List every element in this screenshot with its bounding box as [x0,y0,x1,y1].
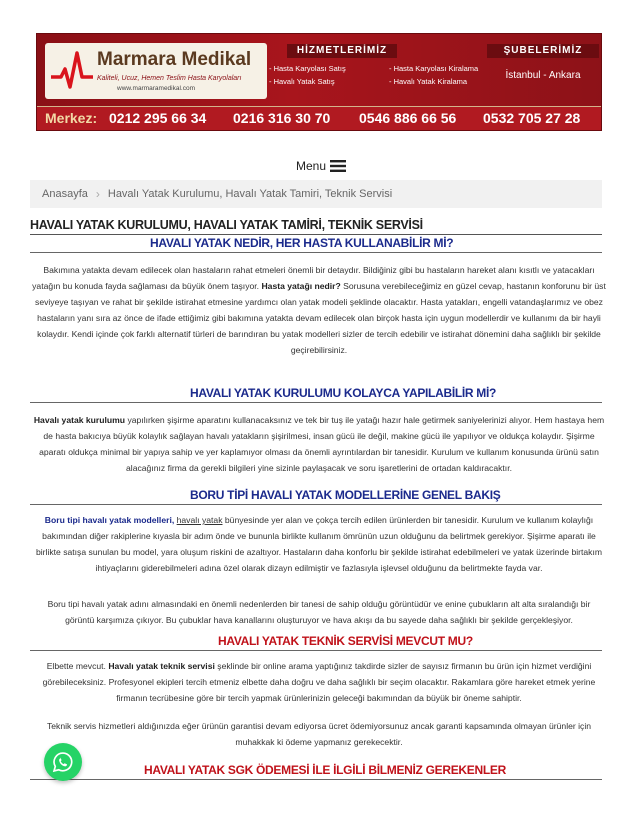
section-heading: BORU TİPİ HAVALI YATAK MODELLERİNE GENEL BAKIŞ [190,488,501,502]
menu-label: Menu [296,159,327,173]
section-paragraph [32,658,606,706]
services-title: HİZMETLERİMİZ [287,44,397,58]
heartbeat-logo-icon [49,47,95,95]
havali-yatak-link[interactable]: havalı yatak [176,515,223,525]
page-title: HAVALI YATAK KURULUMU, HAVALI YATAK TAMİRİ, TEKNİK SERVİSİ [30,218,423,232]
paragraph-text: Sorusuna verebileceğimiz en güzel cevap, hastanın konforunu bir üst seviyeye taşıyan ve rahat bir şekilde istirahat etmesine yardımcı olan yatak modeli şeklinde olacaktır. Hasta yatakları, engelli vatandaşlarımız ve obez hastaların yanı sıra az önce de ifade ettiğimiz gibi bakımına yatakta devam edilecek olan birçok hasta için uygun modellerdir ve kullanımı da bir hayli kolaydır. Kendi içinde çok farklı alternatif türleri de barındıran bu yatak modelleri sizler de tercih edebilir ve istirahat dönemini daha sağlıklı bir şekilde geçirebilirsiniz. [35,281,606,355]
whatsapp-button[interactable] [44,743,82,781]
phone-number[interactable]: 0216 316 30 70 [233,110,331,126]
branches-title: ŞUBELERİMİZ [487,44,599,58]
paragraph-bold: Boru tipi havalı yatak modelleri, [44,515,175,525]
heading-divider [30,650,602,651]
branches-cities: İstanbul - Ankara [505,70,581,81]
paragraph-text: yapılırken şişirme aparatını kullanacaksınız ve tek bir tuş ile yatağı hazır hale getirmek saniyelerinizi alıyor. Hem hastaya hem de hasta bakıcıya büyük kolaylık sağlayan havalı yatakların şişirilmesi, insan gücü ile değil, makine gücü ile yapılıyor ve oldukça kolaydır. Şişirme aparatı oldukça minimal bir yapıya sahip ve yer kaplamıyor olması da önemli ayrıntılardan bir tanesidir. Kurulum ve kullanım konusunda ürünü satın alacağınız firma da gerekli bilgileri yine sizinle paylaşacak ve soru işaretlerini de ortadan kaldıracaktır. [39,415,605,473]
service-item: - Havalı Yatak Kiralama [389,77,468,86]
breadcrumb-current: Havalı Yatak Kurulumu, Havalı Yatak Tamiri, Teknik Servisi [107,188,393,200]
phone-number[interactable]: 0212 295 66 34 [109,110,207,126]
heading-divider [30,252,602,253]
section-heading: HAVALI YATAK NEDİR, HER HASTA KULLANABİLİR Mİ? [150,236,454,250]
heading-divider [30,504,602,505]
section-paragraph [32,512,606,576]
section-paragraph: Boru tipi havalı yatak adını almasındaki en önemli nedenlerden bir tanesi de sahip olduğu görüntüdür ve enine çubukların alt alta sıralandığı bir görüntü karşımıza çıkıyor. Bu çubuklar hava kanallarını oluşturuyor ve hava akışı da bu sayede daha sağlıklı bir şekilde gerçekleşiyor. [47,599,591,625]
paragraph-bold: Havalı yatak kurulumu [33,415,126,425]
brand-tagline: Kaliteli, Ucuz, Hemen Teslim Hasta Karyolaları [97,75,242,82]
header-banner[interactable] [36,33,602,131]
paragraph-text: Bakımına yatakta devam edilecek olan hastaların rahat etmeleri önemli bir detaydır. Bildiğiniz gibi bu hastaların hareket alanı kısıtlı ve yatacakları yatağın bu konuda fayda sağlaması da büyük önem taşıyor. [32,265,595,291]
brand-website: www.marmaramedikal.com [117,85,196,92]
heading-divider [30,779,602,780]
section-heading: HAVALI YATAK SGK ÖDEMESİ İLE İLGİLİ BİLMENİZ GEREKENLER [144,763,506,777]
service-item: - Havalı Yatak Satış [269,77,335,86]
section-paragraph: Teknik servis hizmetleri aldığınızda eğer ürünün garantisi devam ediyorsa ücret ödemiyorsunuz ancak garanti kapsamında olmayan ürünler için muhakkak ki ödeme yapmanız gerekecektir. [46,721,592,747]
heading-divider [30,402,602,403]
service-item: - Hasta Karyolası Kiralama [389,64,479,73]
whatsapp-icon [52,751,74,773]
title-divider [30,234,602,235]
paragraph-text: Elbette mevcut. [46,661,106,671]
menu-toggle[interactable] [296,159,346,173]
phone-number[interactable]: 0532 705 27 28 [483,110,581,126]
paragraph-text: bünyesinde yer alan ve çokça tercih edilen ürünlerden bir tanesidir. Kurulum ve kullanım kolaylığı bakımından diğer rakiplerine kıyasla bir adım önde ve bununla birlikte kullanım ömrünün uzun olduğunu da belirtmek gerekiyor. Şişirme aparatı ile birlikte satışa sunulan bu model, yara oluşum riskini de azaltıyor. Hastaların daha konforlu bir şekilde istirahat edebilmeleri ve yatak üzerinde birtakım ihtiyaçlarını giderebilmeleri adına özel olarak dizayn edilmiştir ve fazlasıyla işlevsel olduğunu da belirtmekte fayda var. [35,515,603,573]
breadcrumb [30,180,602,208]
section-heading: HAVALI YATAK TEKNİK SERVİSİ MEVCUT MU? [218,634,473,648]
section-heading: HAVALI YATAK KURULUMU KOLAYCA YAPILABİLİR Mİ? [190,386,497,400]
phone-label: Merkez: [45,110,98,126]
section-paragraph [32,412,606,476]
breadcrumb-home[interactable]: Anasayfa [42,188,88,200]
chevron-right-icon: › [95,187,100,201]
paragraph-bold: Hasta yatağı nedir? [261,281,341,291]
phone-number[interactable]: 0546 886 66 56 [359,110,457,126]
brand-name: Marmara Medikal [97,49,252,70]
phone-bar [37,106,602,131]
brand-logo[interactable] [45,43,267,99]
section-paragraph [32,262,606,358]
service-item: - Hasta Karyolası Satış [269,64,346,73]
paragraph-bold: Havalı yatak teknik servisi [108,661,215,671]
hamburger-icon [330,160,346,172]
paragraph-text: şeklinde bir online arama yaptığınız takdirde sizler de sayısız firmanın bu ürün için hizmet verdiğini görebileceksiniz. Profesyonel ekipleri tercih etmeniz elbette daha doğru ve daha sağlıklı bir seçim olacaktır. Rakamlara göre hareket etmek yerine firmanın tecrübesine göre bir tercih yapmak ürünlerinizin geleceği bakımından da büyük bir öneme sahiptir. [42,661,596,703]
